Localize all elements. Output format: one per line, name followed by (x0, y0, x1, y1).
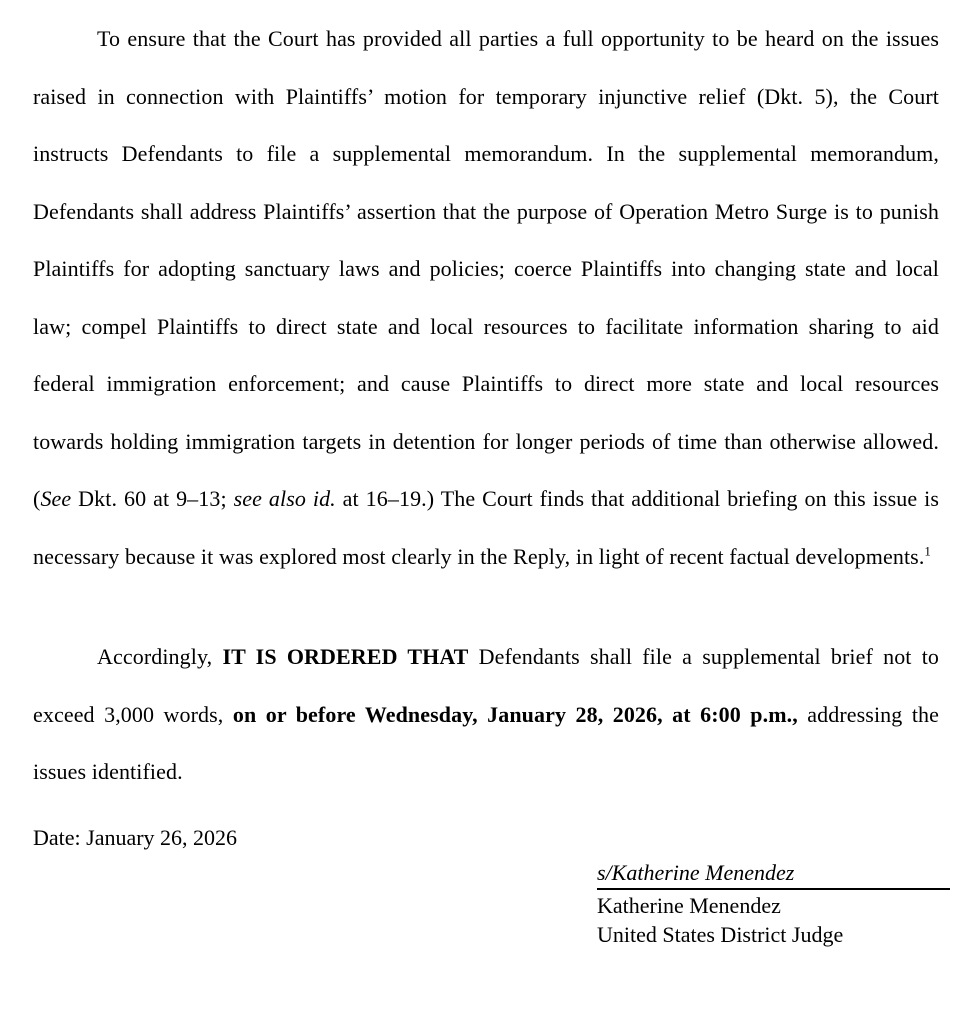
date-line: Date: January 26, 2026 (33, 824, 238, 850)
citation-docket-60: Dkt. 60 at 9–13; (71, 486, 234, 511)
accordingly-text: Accordingly, (97, 644, 223, 669)
judge-title: United States District Judge (597, 921, 844, 947)
footnote-1-marker: 1 (924, 543, 932, 559)
supplemental-brief-text: Defendants shall file a supplemental brief not to exceed 3,000 words, (33, 644, 940, 727)
order-paragraph-briefing (33, 10, 939, 585)
paragraph1-text-cont: at 16–19.) The Court finds that additional briefing on this issue is necessary because it was explored most clearly in the Reply, in light of recent factual developments. (33, 486, 940, 569)
deadline-text: on or before Wednesday, January 28, 2026, at 6:00 p.m., (232, 701, 798, 727)
citation-see-also-id: see also id. (233, 486, 336, 511)
citation-see: See (40, 486, 72, 511)
electronic-signature: s/Katherine Menendez (597, 859, 950, 891)
it-is-ordered-that-text: IT IS ORDERED THAT (222, 644, 469, 669)
signature-block (597, 859, 939, 950)
judge-printed-name: Katherine Menendez (597, 893, 781, 918)
paragraph1-text: To ensure that the Court has provided all parties a full opportunity to be heard on the issues raised in connection with Plaintiffs’ motion for temporary injunctive relief (Dkt. 5), the Court instructs Defendants to file a supplemental memorandum. In the supplemental memorandum, Defendants shall address Plaintiffs’ assertion that the purpose of Operation Metro Surge is to punish Plaintiffs for adopting sanctuary laws and policies; coerce Plaintiffs into changing state and local law; compel Plaintiffs to direct state and local resources to facilitate information sharing to aid federal immigration enforcement; and cause Plaintiffs to direct more state and local resources towards holding immigration targets in detention for longer periods of time than otherwise allowed. ( (33, 26, 939, 511)
addressing-issues-text: addressing the issues identified. (33, 701, 939, 784)
order-paragraph-ordered (33, 628, 939, 801)
